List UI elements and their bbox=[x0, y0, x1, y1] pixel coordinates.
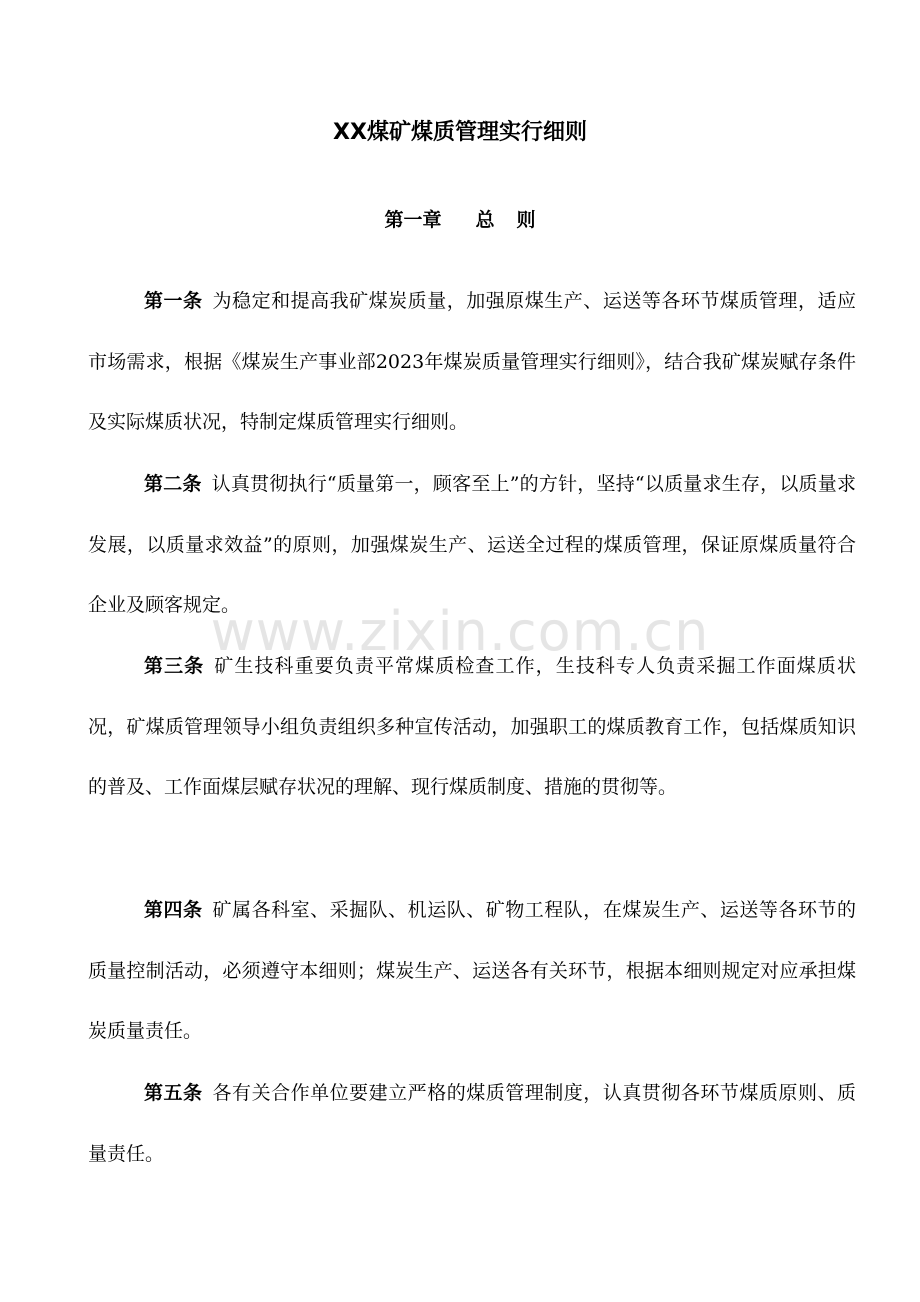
article-2 bbox=[88, 454, 856, 636]
article-3-text: 矿生技科重要负责平常煤质检查工作，生技科专人负责采掘工作面煤质状况，矿煤质管理领导小组负责组织多种宣传活动，加强职工的煤质教育工作，包括煤质知识的普及、工作面煤层赋存状况的理解、现行煤质制度、措施的贯彻等。 bbox=[88, 655, 856, 798]
article-2-lead: 第二条 bbox=[144, 473, 202, 495]
article-1 bbox=[88, 271, 856, 453]
chapter-number: 第一章 bbox=[384, 209, 442, 231]
article-5-text: 各有关合作单位要建立严格的煤质管理制度，认真贯彻各环节煤质原则、质量责任。 bbox=[88, 1082, 856, 1165]
article-1-text: 为稳定和提高我矿煤炭质量，加强原煤生产、运送等各环节煤质管理，适应市场需求，根据《煤炭生产事业部2023年煤炭质量管理实行细则》，结合我矿煤炭赋存条件及实际煤质状况，特制定煤质管理实行细则。 bbox=[88, 290, 856, 433]
article-1-lead: 第一条 bbox=[144, 290, 203, 312]
watermark: www.zixin.com.cn bbox=[210, 600, 710, 663]
chapter-name-first: 总 bbox=[475, 209, 495, 231]
article-2-text: 认真贯彻执行“质量第一，顾客至上”的方针，坚持“以质量求生存，以质量求发展，以质量求效益”的原则，加强煤炭生产、运送全过程的煤质管理，保证原煤质量符合企业及顾客规定。 bbox=[88, 473, 856, 616]
article-4 bbox=[88, 880, 856, 1062]
article-3-lead: 第三条 bbox=[144, 655, 205, 677]
chapter-heading bbox=[0, 206, 920, 234]
article-5-lead: 第五条 bbox=[144, 1082, 203, 1104]
article-3 bbox=[88, 636, 856, 818]
article-4-text: 矿属各科室、采掘队、机运队、矿物工程队，在煤炭生产、运送等各环节的质量控制活动，必须遵守本细则；煤炭生产、运送各有关环节，根据本细则规定对应承担煤炭质量责任。 bbox=[88, 899, 856, 1042]
document-title: XX煤矿煤质管理实行细则 bbox=[333, 120, 587, 145]
chapter-name-second: 则 bbox=[516, 209, 536, 231]
article-4-lead: 第四条 bbox=[144, 899, 203, 921]
article-5 bbox=[88, 1063, 856, 1184]
